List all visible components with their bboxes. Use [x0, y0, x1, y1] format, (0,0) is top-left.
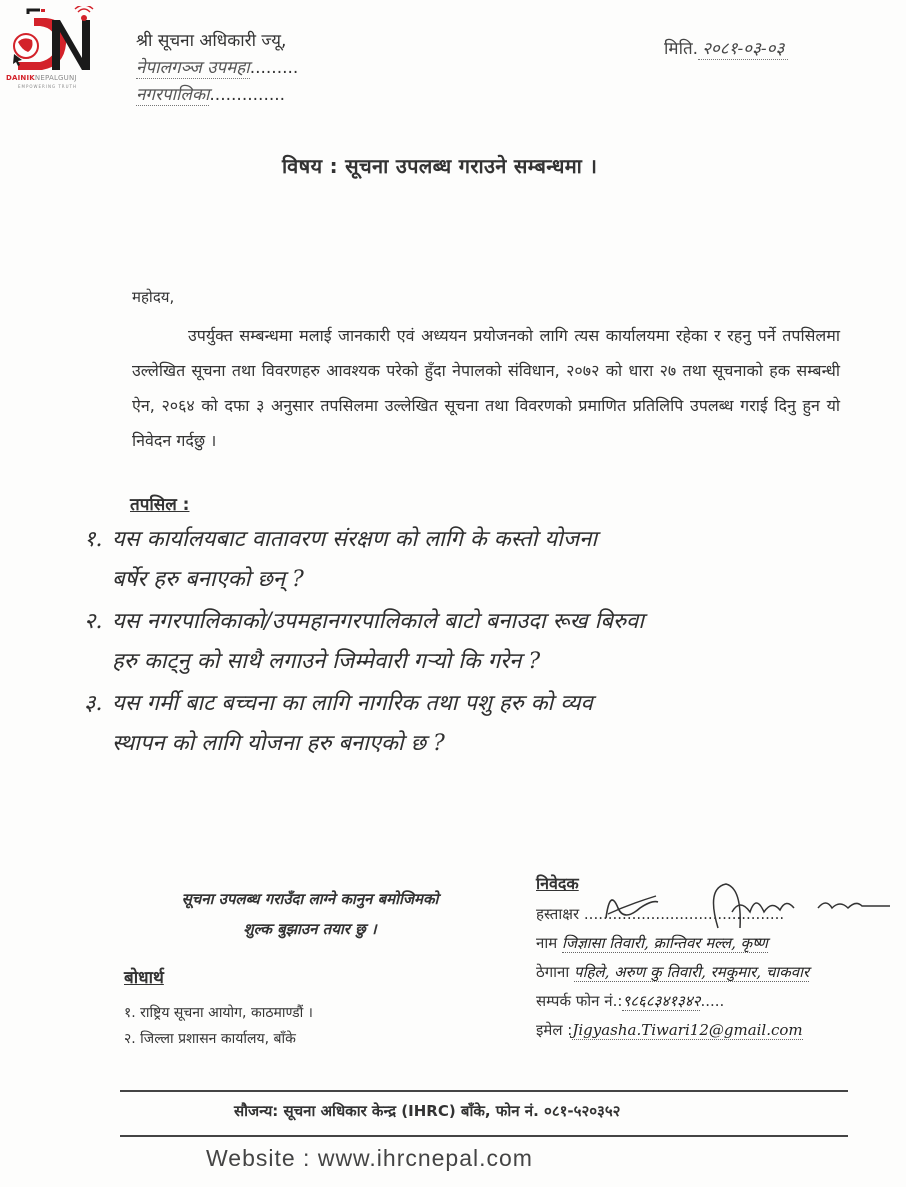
- tapasil-list: [84, 520, 874, 766]
- salutation: महोदय,: [132, 288, 175, 306]
- date-field: [664, 36, 788, 59]
- logo-dn-icon: [4, 6, 96, 76]
- logo-brand-text: DAINIKNEPALGUNJ: [6, 74, 77, 82]
- email-row: इमेल :Jigyasha.Tiwari12@gmail.com: [536, 1021, 803, 1039]
- signature-row: हस्ताक्षर ..........................................: [536, 905, 785, 923]
- cc-item: १. राष्ट्रिय सूचना आयोग, काठमाण्डौं ।: [124, 1005, 313, 1021]
- footer-rule-bottom: [120, 1135, 848, 1137]
- cc-heading: बोधार्थ: [124, 968, 164, 988]
- cc-item: २. जिल्ला प्रशासन कार्यालय, बाँके: [124, 1031, 296, 1047]
- addressee-line-3: नगरपालिका..............: [136, 85, 286, 105]
- logo-tagline: EMPOWERING TRUTH: [18, 84, 77, 89]
- signature-scribble-icon: [600, 878, 900, 938]
- address-value: पहिले, अरुण कु तिवारी, रमकुमार, चाकवार: [574, 963, 810, 981]
- name-value: जिज्ञासा तिवारी, क्रान्तिवर मल्ल, कृष्ण: [561, 934, 768, 952]
- phone-value: ९८६८३४१३४२: [622, 992, 701, 1010]
- addressee-block: [136, 28, 298, 109]
- date-label: मिति.: [664, 39, 699, 59]
- dainik-nepalgunj-logo: [4, 6, 96, 92]
- email-value: Jigyasha.Tiwari12@gmail.com: [572, 1021, 803, 1039]
- tapasil-heading: तपसिल :: [130, 495, 190, 515]
- name-row: नाम जिज्ञासा तिवारी, क्रान्तिवर मल्ल, कृष्ण: [536, 934, 768, 952]
- subject-line: विषय : सूचना उपलब्ध गराउने सम्बन्धमा ।: [282, 154, 598, 178]
- fee-note: सूचना उपलब्ध गराउँदा लाग्ने कानुन बमोजिमको शुल्क बुझाउन तयार छु ।: [181, 890, 439, 938]
- phone-row: सम्पर्क फोन नं.:९८६८३४१३४२.....: [536, 992, 725, 1010]
- tapasil-item: २. यस नगरपालिकाको/उपमहानगरपालिकाले बाटो बनाउदा रूख बिरुवा हरु काट्नु को साथै लगाउने जिम्मेवारी गर्‍यो कि गरेन ?: [84, 609, 644, 674]
- footer-rule-top: [120, 1090, 848, 1092]
- body-paragraph: उपर्युक्त सम्बन्धमा मलाई जानकारी एवं अध्ययन प्रयोजनको लागि त्यस कार्यालयमा रहेका र रहनु पर्ने तपसिलमा उल्लेखित सूचना तथा विवरणहरु आवश्यक परेको हुँदा नेपालको संविधान, २०७२ को धारा २७ तथा सूचनाको हक सम्बन्धी ऐन, २०६४ को दफा ३ अनुसार तपसिलमा उल्लेखित सूचना तथा विवरणको प्रमाणित प्रतिलिपि उपलब्ध गराई दिनु हुन यो निवेदन गर्दछु ।: [132, 326, 840, 450]
- addressee-line-2: नेपालगञ्ज उपमहा.........: [136, 58, 299, 78]
- tapasil-item: १. यस कार्यालयबाट वातावरण संरक्षण को लागि के कस्तो योजना बर्षेर हरु बनाएको छन् ?: [84, 527, 598, 592]
- applicant-heading: निवेदक: [536, 874, 579, 893]
- courtesy-text: सौजन्य: सूचना अधिकार केन्द्र (IHRC) बाँके, फोन नं. ०८१-५२०३५२: [234, 1102, 621, 1120]
- website-text: Website : www.ihrcnepal.com: [206, 1145, 533, 1171]
- address-row: ठेगाना पहिले, अरुण कु तिवारी, रमकुमार, चाकवार: [536, 963, 810, 981]
- tapasil-item: ३. यस गर्मी बाट बच्चना का लागि नागरिक तथा पशु हरु को व्यव स्थापन को लागि योजना हरु बनाएको छ ?: [84, 691, 593, 756]
- cc-list: [124, 1000, 313, 1052]
- date-value: २०८१-०३-०३: [698, 39, 788, 60]
- addressee-line-1: श्री सूचना अधिकारी ज्यू,: [136, 31, 287, 51]
